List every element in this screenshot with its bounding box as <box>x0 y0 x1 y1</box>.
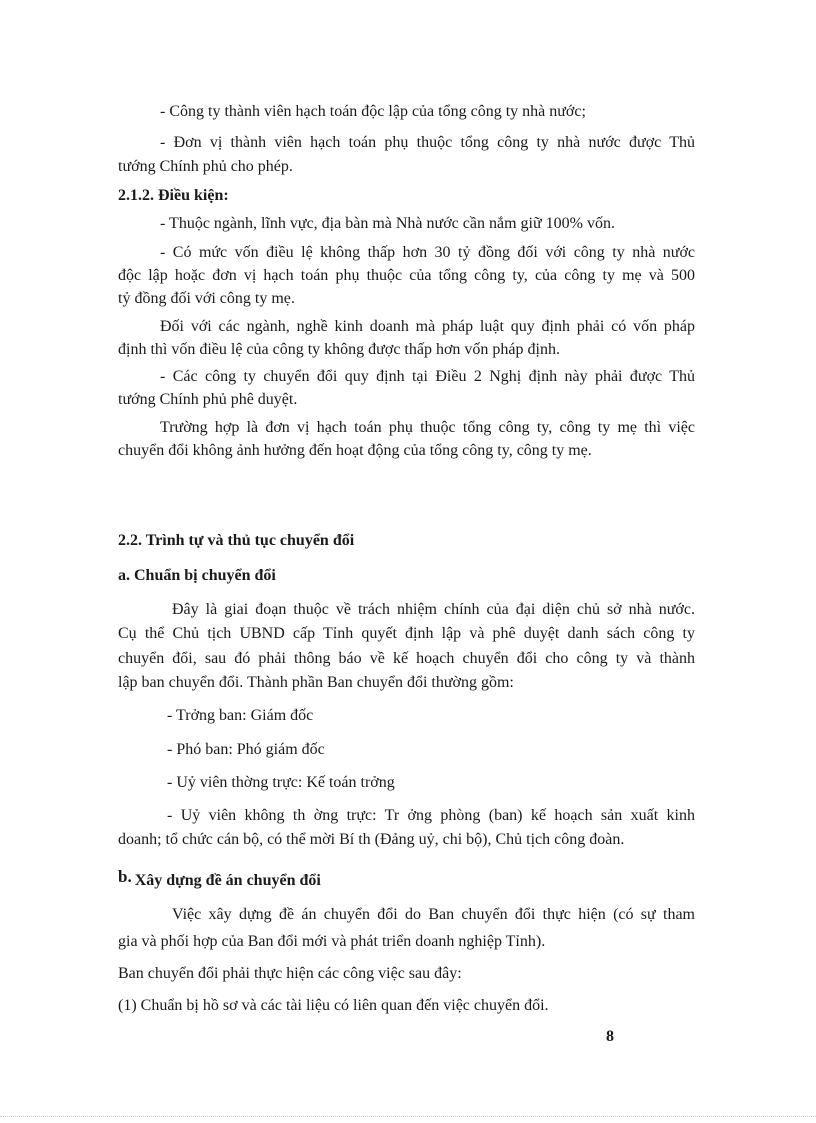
text-line: - Công ty thành viên hạch toán độc lập của tổng công ty nhà nước; <box>160 103 586 120</box>
text-line: chuyển đổi, sau đó phải thông báo về kế hoạch chuyển đổi cho công ty và thành <box>118 650 695 667</box>
text-line: Việc xây dựng đề án chuyển đổi do Ban chuyển đổi thực hiện (có sự tham <box>172 906 695 923</box>
list-item: - Uỷ viên không th ờng trực: Tr ởng phòng (ban) kế hoạch sản xuất kinh <box>167 807 695 824</box>
text-line: Cụ thể Chủ tịch UBND cấp Tỉnh quyết định lập và phê duyệt danh sách công ty <box>118 625 695 642</box>
text-line: Đây là giai đoạn thuộc về trách nhiệm chính của đại diện chủ sở nhà nước. <box>172 601 695 618</box>
text-line: định thì vốn điều lệ của công ty không được thấp hơn vốn pháp định. <box>118 341 560 358</box>
text-line: - Thuộc ngành, lĩnh vực, địa bàn mà Nhà nước cần nắm giữ 100% vốn. <box>160 215 615 232</box>
text-line: Đối với các ngành, nghề kinh doanh mà pháp luật quy định phải có vốn pháp <box>160 318 695 335</box>
text-line: - Đơn vị thành viên hạch toán phụ thuộc tổng công ty nhà nước được Thủ <box>160 134 695 151</box>
text-line: lập ban chuyển đổi. Thành phần Ban chuyển đổi thường gồm: <box>118 674 514 691</box>
text-line: Ban chuyển đổi phải thực hiện các công việc sau đây: <box>118 965 462 982</box>
text-line: - Có mức vốn điều lệ không thấp hơn 30 tỷ đồng đối với công ty nhà nước <box>160 244 695 261</box>
text-line: tướng Chính phủ cho phép. <box>118 158 293 175</box>
list-item: - Trởng ban: Giám đốc <box>167 707 314 724</box>
text-line: độc lập hoặc đơn vị hạch toán phụ thuộc của tổng công ty, của công ty mẹ và 500 <box>118 267 695 284</box>
subsection-heading <box>118 867 321 891</box>
list-item: - Uỷ viên thờng trực: Kế toán trởng <box>167 774 395 791</box>
section-heading: 2.2. Trình tự và thủ tục chuyển đổi <box>118 532 355 549</box>
subsection-title: Xây dựng đề án chuyển đổi <box>134 872 321 889</box>
page-number: 8 <box>606 1028 614 1045</box>
page-edge-divider <box>0 1116 816 1117</box>
text-line: gia và phối hợp của Ban đổi mới và phát triển doanh nghiệp Tỉnh). <box>118 933 546 950</box>
text-line: - Các công ty chuyển đổi quy định tại Điều 2 Nghị định này phải được Thủ <box>160 368 695 385</box>
subsection-heading: a. Chuẩn bị chuyển đổi <box>118 567 276 584</box>
list-item: - Phó ban: Phó giám đốc <box>167 741 325 758</box>
text-line: doanh; tổ chức cán bộ, có thể mời Bí th (Đảng uỷ, chi bộ), Chủ tịch công đoàn. <box>118 831 625 848</box>
text-line: tỷ đồng đối với công ty mẹ. <box>118 290 295 307</box>
text-line: (1) Chuẩn bị hồ sơ và các tài liệu có liên quan đến việc chuyển đổi. <box>118 997 549 1014</box>
text-line: chuyển đổi không ảnh hưởng đến hoạt động của tổng công ty, công ty mẹ. <box>118 442 592 459</box>
text-line: tướng Chính phủ phê duyệt. <box>118 391 298 408</box>
text-line: Trường hợp là đơn vị hạch toán phụ thuộc tổng công ty, công ty mẹ thì việc <box>160 419 695 436</box>
subsection-label: b. <box>118 867 132 886</box>
section-heading: 2.1.2. Điều kiện: <box>118 187 229 204</box>
